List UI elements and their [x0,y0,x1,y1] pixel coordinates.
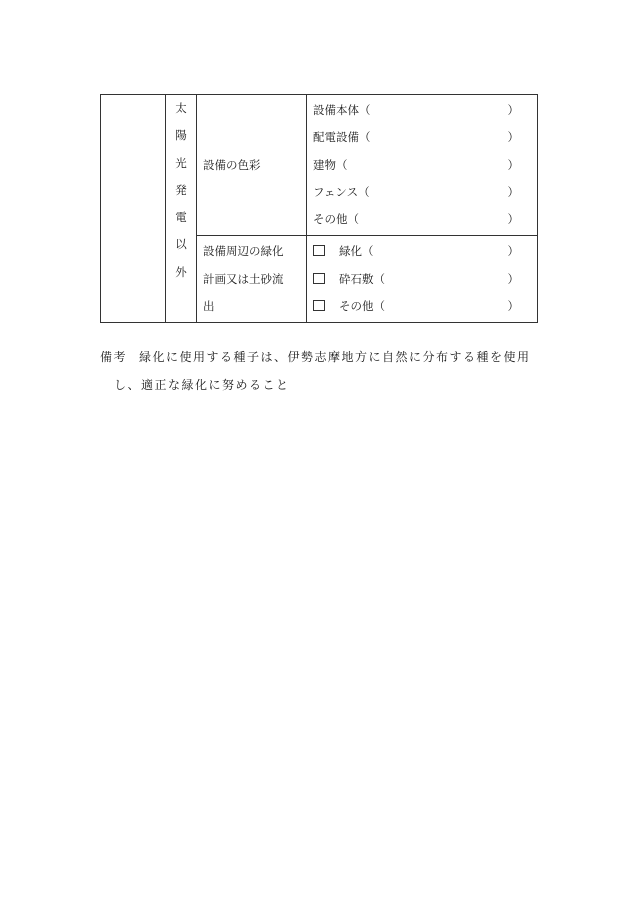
vertical-char: 光 [175,155,187,170]
close-paren: ） [507,212,519,227]
remarks-line-2: し、適正な緑化に努めること [114,378,290,392]
close-paren: ） [507,103,519,117]
green-option-other[interactable] [307,295,537,322]
remarks-heading: 備考 [100,350,128,364]
green-label-line: 出 [203,299,215,314]
vertical-char: 太 [175,101,187,115]
vertical-char: 以 [175,237,187,252]
vertical-char: 陽 [175,128,187,143]
close-paren: ） [507,157,519,172]
item-label: 配電設備（ [313,130,371,145]
vertical-char: 外 [175,264,187,279]
remarks-note [100,343,550,399]
color-item-building[interactable] [307,154,537,181]
green-option-greening[interactable] [307,240,537,267]
close-paren: ） [507,299,519,314]
green-items-cell [307,236,538,323]
item-label: その他（ [313,212,359,227]
color-items-cell [307,95,538,236]
color-section-label [197,95,307,236]
item-label: フェンス（ [313,184,370,199]
color-item-fence[interactable] [307,181,537,208]
green-label-line: 計画又は土砂流 [203,271,284,286]
green-section-label [197,236,307,323]
remarks-text: 緑化に使用する種子は、伊勢志摩地方に自然に分布する種を使用 [139,350,531,364]
color-item-other[interactable] [307,208,537,235]
checkbox[interactable] [313,245,325,256]
option-label: 緑化（ [339,244,374,259]
close-paren: ） [507,184,519,199]
option-label: その他（ [339,299,385,314]
item-label: 設備本体（ [313,103,371,117]
checkbox[interactable] [313,300,325,311]
close-paren: ） [507,244,519,259]
green-option-gravel[interactable] [307,268,537,295]
vertical-char: 電 [175,210,187,225]
color-item-distribution[interactable] [307,126,537,153]
remarks-line-1 [100,343,550,371]
close-paren: ） [507,271,519,286]
close-paren: ） [507,130,519,145]
color-item-equipment[interactable] [307,99,537,126]
checkbox[interactable] [313,273,325,284]
landscape-form-table [100,94,538,323]
color-section-label-text: 設備の色彩 [203,158,261,173]
blank-category-cell [101,95,166,323]
option-label: 砕石敷（ [339,271,385,286]
vertical-char: 発 [175,182,187,197]
vertical-label-cell [166,95,197,323]
item-label: 建物（ [313,157,348,172]
green-label-line: 設備周辺の緑化 [203,244,284,259]
